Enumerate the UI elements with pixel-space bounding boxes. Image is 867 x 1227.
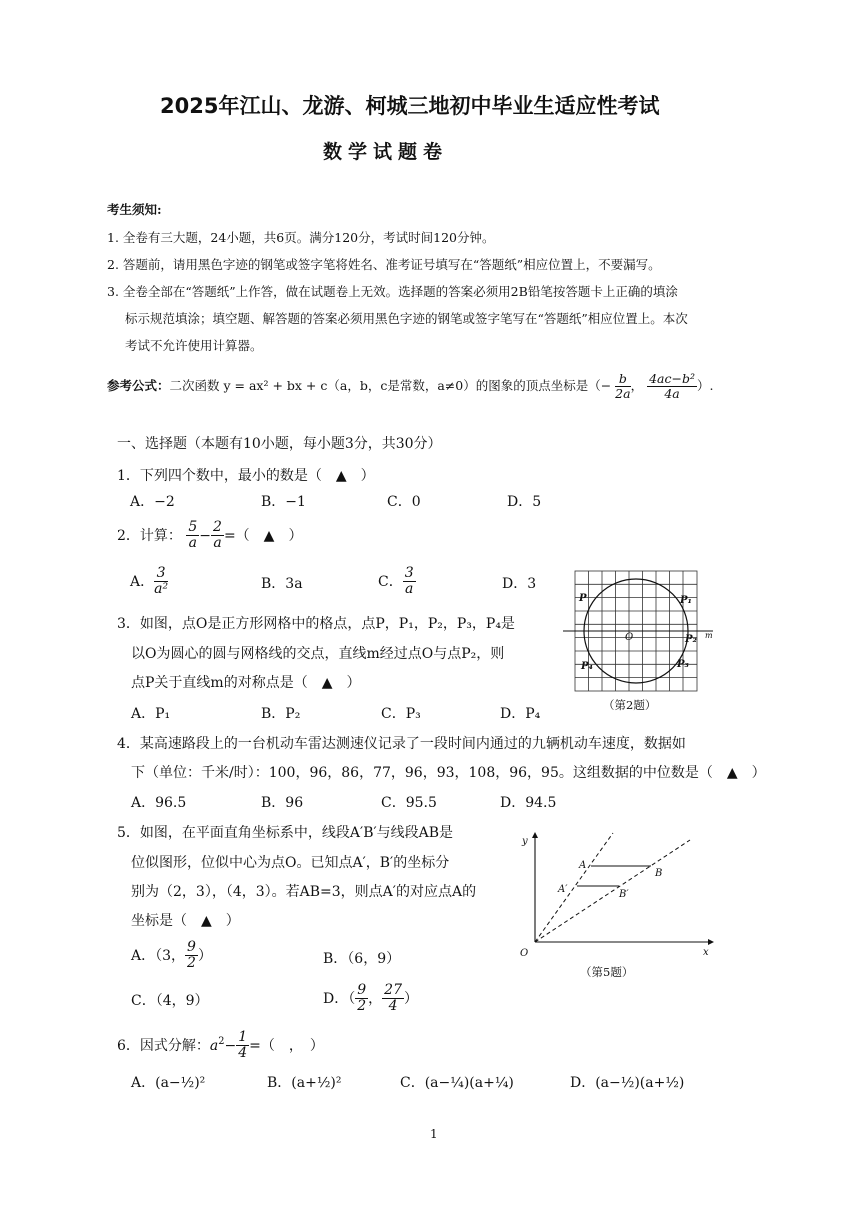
exam-title: 2025年江山、龙游、柯城三地初中毕业生适应性考试 xyxy=(160,94,660,118)
q1-option-a: A．−2 xyxy=(130,494,175,510)
label-B-prime: B′ xyxy=(619,889,629,900)
q6-option-a: A．(a−½)² xyxy=(131,1075,206,1091)
label-x: x xyxy=(703,947,709,958)
formula-label: 参考公式： xyxy=(107,377,170,393)
q5-coordinate-figure xyxy=(508,830,718,960)
q5-option-a: A．（3， $\frac{9}{2}$ ） xyxy=(131,939,212,972)
q1-option-b: B．−1 xyxy=(261,494,306,510)
q5-line-3: 别为（2，3），（4，3）。若AB=3，则点A′的对应点A的 xyxy=(131,884,477,900)
q3-line-3: 点P关于直线m的对称点是（ ▲ ） xyxy=(131,675,361,691)
q2-stem: 2．计算： $\frac{5}{a}$ − $\frac{2}{a}$ =（ ▲ ） xyxy=(117,519,303,552)
page-number: 1 xyxy=(430,1127,438,1141)
q2-option-a: A． $\frac{3}{\text{a²}}$ xyxy=(130,565,169,598)
q5-figure-caption: （第5题） xyxy=(580,965,634,979)
notice-item-3b: 标示规范填涂；填空题、解答题的答案必须用黑色字迹的钢笔或签字笔写在“答题纸”相应位置上。本次 xyxy=(125,311,688,326)
q2-stem-prefix: 2．计算： xyxy=(117,527,182,544)
q2-option-a-label: A． xyxy=(130,573,155,590)
q3-option-c: C．P₃ xyxy=(381,706,421,722)
label-P: P xyxy=(579,593,587,604)
q6-stem-prefix: 6．因式分解： xyxy=(117,1037,210,1054)
q5-option-b: B．（6，9） xyxy=(323,951,401,967)
exam-subtitle: 数学试题卷 xyxy=(323,141,449,163)
q6-option-c: C．(a−¼)(a+¼) xyxy=(400,1075,514,1091)
q4-option-c: C．95.5 xyxy=(381,795,437,811)
notice-item-1: 1. 全卷有三大题，24小题，共6页。满分120分，考试时间120分钟。 xyxy=(107,230,495,245)
q1-option-c: C．0 xyxy=(387,494,421,510)
q4-option-d: D．94.5 xyxy=(500,795,557,811)
q1-option-d: D．5 xyxy=(507,494,542,510)
q3-line-1: 3．如图，点O是正方形网格中的格点，点P，P₁，P₂，P₃，P₄是 xyxy=(117,616,515,632)
label-B: B xyxy=(655,868,663,879)
vertex-y-fraction: $\frac{\text{4ac−b²}}{4a}$ xyxy=(649,371,695,401)
label-A-prime: A′ xyxy=(558,884,568,895)
q6-option-d: D．(a−½)(a+½) xyxy=(570,1075,685,1091)
notice-item-3c: 考试不允许使用计算器。 xyxy=(125,338,263,353)
formula-line: 参考公式：二次函数 y = ax² + bx + c（a，b，c是常数，a≠0）的图象的顶点坐标是（− $\frac{b}{2a}$ ， $\frac{\text{4ac−b²}}{4a}$ ）. xyxy=(107,371,714,401)
q2-option-d: D．3 xyxy=(502,576,537,592)
q2-option-c: C． $\frac{3}{a}$ xyxy=(378,565,414,598)
vertex-x-fraction: $\frac{b}{2a}$ xyxy=(615,371,631,401)
q3-option-d: D．P₄ xyxy=(500,706,541,722)
label-P1: P₁ xyxy=(680,595,692,606)
label-y: y xyxy=(522,836,528,847)
notice-heading: 考生须知: xyxy=(107,202,162,217)
label-P3: P₃ xyxy=(677,659,689,670)
q3-line-2: 以O为圆心的圆与网格线的交点，直线m经过点O与点P₂，则 xyxy=(131,646,505,662)
q4-option-b: B．96 xyxy=(261,795,304,811)
q3-figure-caption: （第2题） xyxy=(603,698,657,712)
q2-option-c-label: C． xyxy=(378,573,403,590)
formula-end: ）. xyxy=(696,377,714,393)
q5-option-c: C．（4，9） xyxy=(131,993,209,1009)
q5-line-4: 坐标是（ ▲ ） xyxy=(131,913,240,929)
q3-option-a: A．P₁ xyxy=(131,706,171,722)
q3-grid-figure xyxy=(563,568,718,718)
q6-stem: 6．因式分解：$a^2-$ $\frac{1}{4}$ =（ ， ） xyxy=(117,1029,324,1062)
q4-line-1: 4．某高速路段上的一台机动车雷达测速仪记录了一段时间内通过的九辆机动车速度，数据如 xyxy=(117,736,686,752)
formula-text: 二次函数 y = ax² + bx + c（a，b，c是常数，a≠0）的图象的顶点坐标是（− xyxy=(169,377,612,393)
q5-line-2: 位似图形，位似中心为点O。已知点A′，B′的坐标分 xyxy=(131,855,450,871)
q5-line-1: 5．如图，在平面直角坐标系中，线段A′B′与线段AB是 xyxy=(117,825,454,841)
label-A: A xyxy=(579,860,587,871)
label-O: O xyxy=(520,948,529,959)
label-m: m xyxy=(705,631,713,640)
q2-option-b: B．3a xyxy=(261,576,303,592)
q4-option-a: A．96.5 xyxy=(131,795,187,811)
q4-line-2: 下（单位：千米/时）：100，96，86，77，96，93，108，96，95。这组数据的中位数是（ ▲ ） xyxy=(131,765,766,781)
notice-item-3a: 3. 全卷全部在“答题纸”上作答，做在试题卷上无效。选择题的答案必须用2B铅笔按答题卡上正确的填涂 xyxy=(107,284,678,299)
q5-option-d: D．（ $\frac{9}{2}$ ， $\frac{27}{4}$ ） xyxy=(323,982,418,1015)
label-P4: P₄ xyxy=(581,661,593,672)
section-heading: 一、选择题（本题有10小题，每小题3分，共30分） xyxy=(117,436,442,452)
q2-stem-suffix: =（ ▲ ） xyxy=(223,527,303,544)
dashed-line-OA xyxy=(535,833,613,942)
q1-stem: 1．下列四个数中，最小的数是（ ▲ ） xyxy=(117,468,375,484)
label-O: O xyxy=(625,632,634,643)
q6-stem-suffix: =（ ， ） xyxy=(249,1037,324,1054)
notice-item-2: 2. 答题前，请用黑色字迹的钢笔或签字笔将姓名、准考证号填写在“答题纸”相应位置上，不要漏写。 xyxy=(107,257,661,272)
label-P2: P₂ xyxy=(685,634,697,645)
q6-option-b: B．(a+½)² xyxy=(267,1075,342,1091)
q3-option-b: B．P₂ xyxy=(261,706,301,722)
